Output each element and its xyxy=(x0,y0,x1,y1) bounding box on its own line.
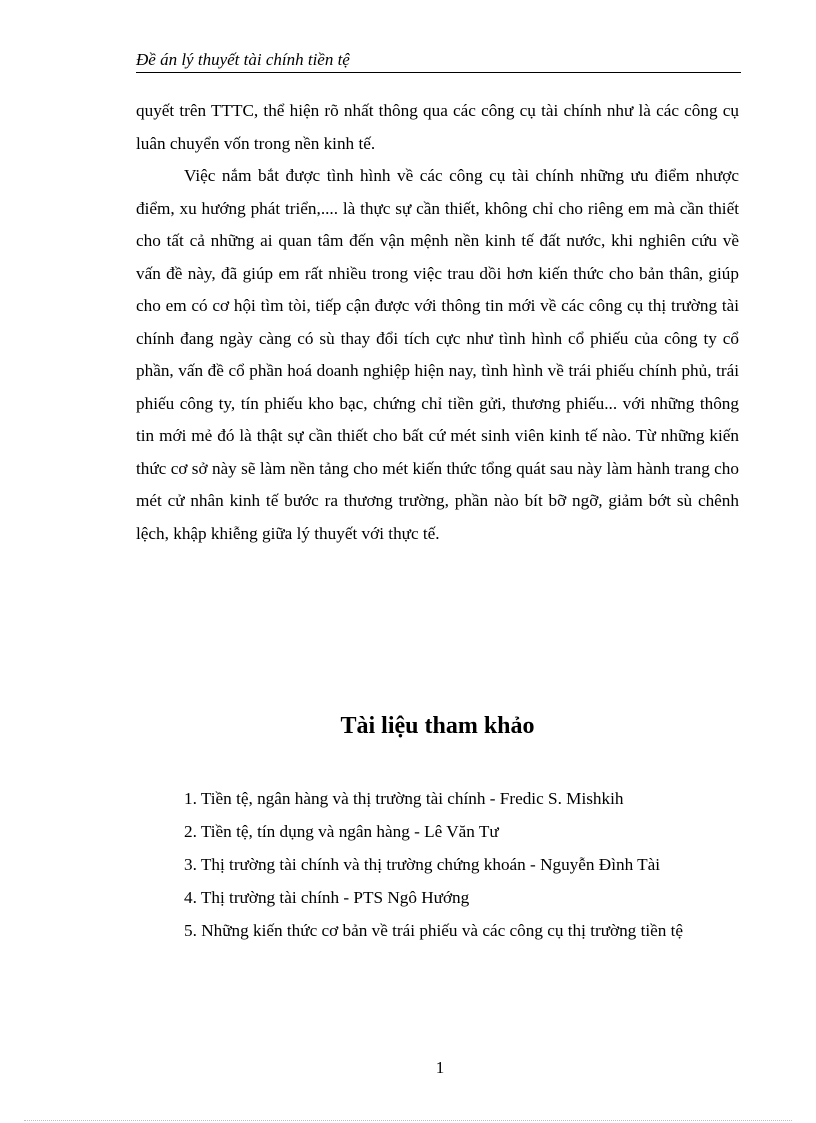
paragraph-main: Việc nắm bắt được tình hình về các công cụ tài chính những ưu điểm nhược điểm, xu hướng phát triển,.... là thực sự cần thiết, không chỉ cho riêng em mà cần thiết cho tất cả những ai quan tâm đến vận mệnh nền kinh tế đất nước, khi nghiên cứu về vấn đề này, đã giúp em rất nhiều trong việc trau dồi hơn kiến thức cho bản thân, giúp cho em có cơ hội tìm tòi, tiếp cận được với thông tin mới về các công cụ thị trường tài chính đang ngày càng có sù thay đổi tích cực như tình hình cổ phiếu của công ty cổ phần, vấn đề cổ phần hoá doanh nghiệp hiện nay, tình hình về trái phiếu chính phủ, trái phiếu công ty, tín phiếu kho bạc, chứng chỉ tiền gửi, thương phiếu... với những thông tin mới mẻ đó là thật sự cần thiết cho bất cứ mét sinh viên kinh tế nào. Từ những kiến thức cơ sở này sẽ làm nền tảng cho mét kiến thức tổng quát sau này làm hành trang cho mét cử nhân kinh tế bước ra thương trường, phần nào bít bỡ ngỡ, giảm bớt sù chênh lệch, khập khiễng giữa lý thuyết với thực tế. xyxy=(136,166,739,543)
reference-item: 2. Tiền tệ, tín dụng và ngân hàng - Lê Văn Tư xyxy=(184,822,499,841)
references-title: Tài liệu tham khảo xyxy=(340,713,535,739)
references-list xyxy=(136,782,739,947)
running-title: Đề án lý thuyết tài chính tiền tệ xyxy=(136,50,350,69)
paragraph-continuation: quyết trên TTTC, thể hiện rõ nhất thông qua các công cụ tài chính như là các công cụ luân chuyển vốn trong nền kinh tế. xyxy=(136,101,739,153)
body-text xyxy=(136,95,739,550)
reference-item: 3. Thị trường tài chính và thị trường chứng khoán - Nguyễn Đình Tài xyxy=(184,855,661,874)
reference-item: 1. Tiền tệ, ngân hàng và thị trường tài chính - Fredic S. Mishkih xyxy=(184,789,624,808)
reference-item: 4. Thị trường tài chính - PTS Ngô Hướng xyxy=(184,888,470,907)
reference-item: 5. Những kiến thức cơ bản về trái phiếu và các công cụ thị trường tiền tệ xyxy=(184,921,684,940)
page-edge-divider xyxy=(24,1120,792,1121)
page-number: 1 xyxy=(435,1058,445,1077)
page-header xyxy=(136,50,741,73)
